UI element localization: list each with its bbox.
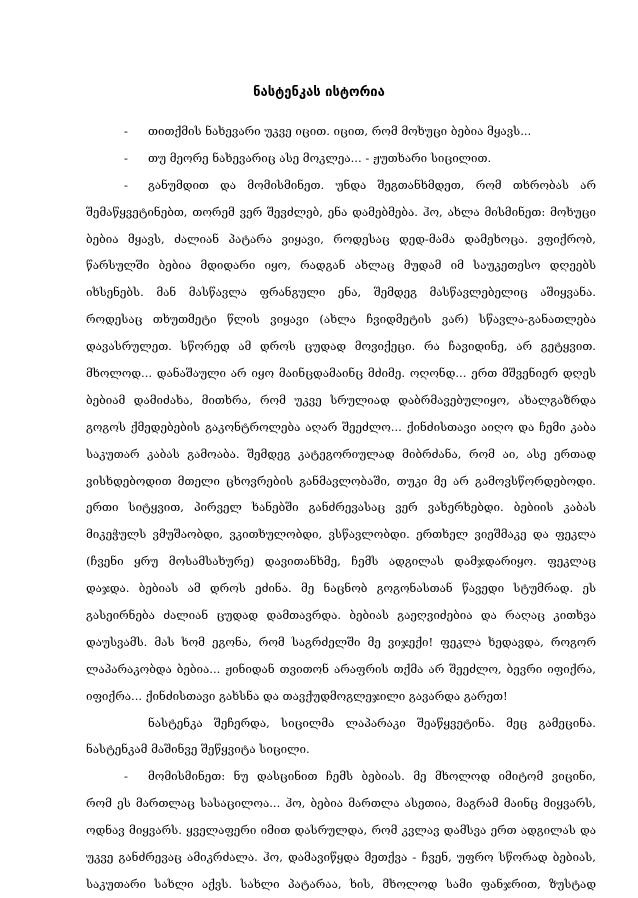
- dialogue-dash: -: [124, 124, 128, 138]
- line-text: იხსენებს. მან მასწავლა ფრანგული ენა, შემდეგ მასწავლებელიც აშიყვანა.: [86, 285, 596, 300]
- line-text: რომ ეს მართლაც სასაცილოა... ჰო, ბებია მართლა ასეთია, მაგრამ მაინც მიყვარს,: [86, 796, 596, 811]
- text-line: [86, 145, 596, 172]
- document-title: ნასტენკას ისტორია: [253, 85, 385, 100]
- text-line: [86, 468, 596, 495]
- line-text: წარსულში ბებია მდიდარი იყო, რადგან ახლაც მუდამ იმ საუკეთესო დღეებს: [86, 258, 596, 273]
- line-text: გასეირნება ძალიან ცუდად დამთავრდა. ბებიას გაეღვიძებია და რაღაც კითხვა: [86, 608, 596, 623]
- line-text: განუმდით და მომისმინეთ. უნდა შეგთანხმდეთ, რომ თხრობას არ: [148, 177, 596, 192]
- text-line: [86, 790, 596, 817]
- text-line: [86, 629, 596, 656]
- line-text: ლაპარაკობდა ბებია... ჟინიდან თვითონ არაფრის თქმა არ შეეძლო, ბევრი იფიქრა,: [86, 661, 596, 676]
- line-text: დაუსვამს. მას ხომ ეგონა, რომ საგრძელში მე ვიჯექი! ფეკლა ხედავდა, როგორ: [86, 634, 596, 649]
- line-text: გოგოს ქმედებების გაკონტროლება აღარ შეეძლო... ქინძისთავი აიღო და ჩემი კაბა: [86, 419, 596, 434]
- line-text: ნასტენკა შეჩერდა, სიცილმა ლაპარაკი შეაწყვეტინა. მეც გამეცინა.: [148, 715, 596, 730]
- line-text: ვისხდებოდით მთელი ცხოვრების განმავლობაში, თუკი მე არ გამოვსწორდებოდი.: [86, 473, 596, 488]
- text-line: [86, 306, 596, 333]
- text-line: [86, 172, 596, 199]
- text-line: [86, 710, 596, 737]
- text-line: [86, 414, 596, 441]
- dialogue-dash: -: [124, 769, 128, 784]
- text-line: [86, 817, 596, 844]
- text-line: [86, 683, 596, 710]
- text-line: [86, 333, 596, 360]
- document-body: [86, 118, 596, 898]
- text-line: [86, 494, 596, 521]
- text-line: [86, 736, 596, 763]
- line-text: ერთი სიტყვით, პირველ ხანებში განძრევასაც ვერ ვახერხებდი. ბებიის კაბას: [86, 500, 596, 515]
- line-text: საკუთარ კაბას გამოაბა. შემდეგ კატეგორიულად მიბრძანა, რომ აი, ასე ერთად: [86, 446, 596, 461]
- text-line: [86, 252, 596, 279]
- text-line: [86, 360, 596, 387]
- line-text: მხოლოდ... დანაშაული არ იყო მაინცდამაინც მძიმე. ოღონდ... ერთ მშვენიერ დღეს: [86, 366, 596, 381]
- text-line: [86, 763, 596, 790]
- line-text: მომისმინეთ: ნუ დასცინით ჩემს ბებიას. მე მხოლოდ იმიტომ ვიცინი,: [148, 769, 596, 784]
- text-line: [86, 871, 596, 898]
- line-text: როდესაც თხუთმეტი წლის ვიყავი (ახლა ჩვიდმეტის ვარ) სწავლა-განათლება: [86, 312, 596, 327]
- text-line: [86, 118, 596, 145]
- text-line: [86, 656, 596, 683]
- line-text: შემაწყვეტინებთ, თორემ ვერ შევძლებ, ენა დამებმება. ჰო, ახლა მისმინეთ: მოხუცი: [86, 204, 596, 219]
- line-text: უკვე განძრევაც ამიკრძალა. ჰო, დამავიწყდა მეთქვა - ჩვენ, უფრო სწორად ბებიას,: [86, 850, 596, 865]
- line-text: დაჯდა. ბებიას ამ დროს ეძინა. მე ნაცნობ გოგონასთან წავედი სტუმრად. ეს: [86, 581, 596, 596]
- line-text: იფიქრა... ქინძისთავი გახსნა და თავქუდმოგლეჯილი გავარდა გარეთ!: [86, 688, 508, 703]
- line-text: (ჩვენი ყრუ მოსამსახურე) დავითანხმე, ჩემს ადგილას დამჯდარიყო. ფეკლაც: [86, 554, 596, 569]
- line-text: დავასრულეთ. სწორედ ამ დროს ცუდად მოვიქეცი. რა ჩავიდინე, არ გეტყვით.: [86, 339, 596, 354]
- line-text: ბებია მყავს, ძალიან პატარა ვიყავი, როდესაც დედ-მამა დამეხოცა. ვფიქრობ,: [86, 231, 596, 246]
- text-line: [86, 521, 596, 548]
- text-line: [86, 844, 596, 871]
- line-text: თითქმის ნახევარი უკვე იცით. იცით, რომ მოხუცი ბებია მყავს...: [148, 124, 532, 138]
- line-text: საკუთარი სახლი აქვს. სახლი პატარაა, ხის, მხოლოდ სამი ფანჯრით, ზუსტად: [86, 876, 596, 891]
- text-line: [86, 441, 596, 468]
- dialogue-dash: -: [124, 177, 128, 192]
- text-line: [86, 548, 596, 575]
- text-line: [86, 226, 596, 253]
- text-line: [86, 199, 596, 226]
- text-line: [86, 279, 596, 306]
- text-line: [86, 575, 596, 602]
- line-text: ბებიამ დამიძახა, მითხრა, რომ უკვე სრულიად დაბრმავებულიყო, ახალგაზრდა: [86, 392, 596, 407]
- line-text: ნასტენკამ მაშინვე შეწყვიტა სიცილი.: [86, 742, 310, 757]
- line-text: თუ მეორე ნახევარიც ასე მოკლეა... - ჟუთხარი სიცილით.: [148, 150, 492, 165]
- text-line: [86, 602, 596, 629]
- line-text: მიკეჭულს ვმუშაობდი, ვკითხულობდი, ვსწავლობდი. ერთხელ ვიეშმაკე და ფეკლა: [86, 527, 596, 542]
- text-line: [86, 387, 596, 414]
- line-text: ოდნავ მიყვარს. ყველაფერი იმით დასრულდა, რომ კვლავ დამსვა ერთ ადგილას და: [86, 823, 596, 838]
- dialogue-dash: -: [124, 150, 128, 165]
